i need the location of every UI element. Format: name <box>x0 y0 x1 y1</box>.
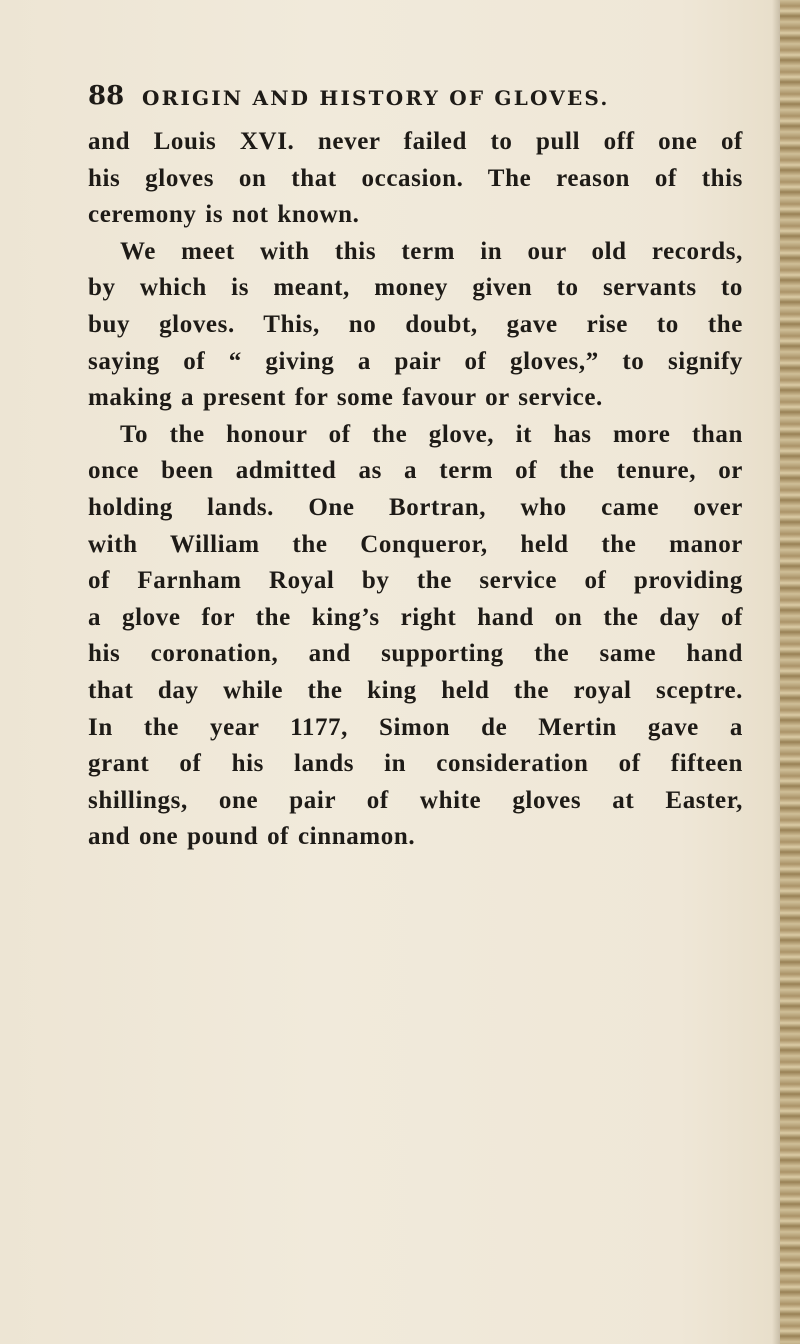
page-heading: ORIGIN AND HISTORY OF GLOVES. <box>142 86 610 110</box>
text-line: grant of his lands in consideration of fifteen <box>88 750 743 778</box>
text-line: of Farnham Royal by the service of providing <box>88 567 743 595</box>
page-number: 88 <box>88 81 125 111</box>
text-line: his gloves on that occasion. The reason of this <box>88 164 743 192</box>
text-line: a glove for the king’s right hand on the day of <box>88 603 743 631</box>
text-line: making a present for some favour or service. <box>88 384 603 412</box>
text-line: In the year 1177, Simon de Mertin gave a <box>88 713 743 741</box>
running-head <box>88 76 738 116</box>
text-line: To the honour of the glove, it has more than <box>120 420 743 448</box>
text-line: and one pound of cinnamon. <box>88 823 416 851</box>
text-line: buy gloves. This, no doubt, gave rise to the <box>88 310 743 338</box>
text-line: once been admitted as a term of the tenure, or <box>88 457 743 485</box>
binding-shadow <box>772 0 780 1344</box>
text-line: shillings, one pair of white gloves at Easter, <box>88 786 743 814</box>
text-line: that day while the king held the royal sceptre. <box>88 676 743 704</box>
text-line: We meet with this term in our old records, <box>120 237 743 265</box>
text-line: his coronation, and supporting the same hand <box>88 640 743 668</box>
text-line: ceremony is not known. <box>88 201 360 229</box>
text-line: and Louis XVI. never failed to pull off one of <box>88 128 743 155</box>
text-line: with William the Conqueror, held the manor <box>88 530 743 558</box>
body-text <box>88 124 743 856</box>
page-edge <box>780 0 800 1344</box>
text-line: holding lands. One Bortran, who came over <box>88 493 743 521</box>
text-line: by which is meant, money given to servants to <box>88 274 743 302</box>
text-line: saying of “ giving a pair of gloves,” to signify <box>88 347 743 375</box>
